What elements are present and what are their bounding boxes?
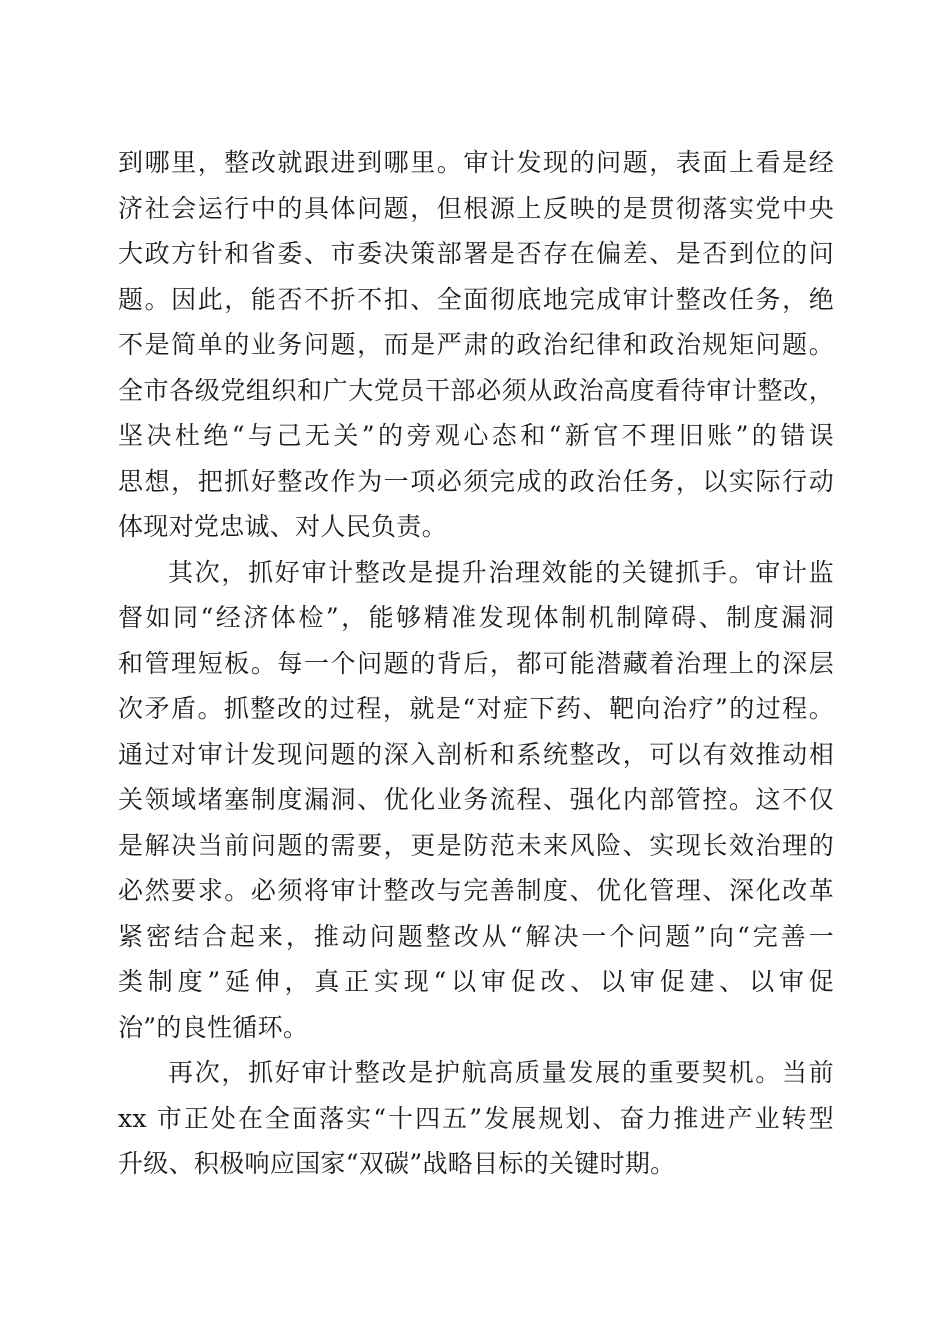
paragraph-1 — [118, 140, 834, 550]
text-line: 到哪里，整改就跟进到哪里。审计发现的问题，表面上看是经 — [118, 148, 834, 177]
paragraph-3 — [118, 1050, 834, 1187]
text-line: 全市各级党组织和广大党员干部必须从政治高度看待审计整改， — [118, 375, 834, 405]
text-line: 体现对党忠诚、对人民负责。 — [118, 512, 447, 541]
text-line: 大政方针和省委、市委决策部署是否存在偏差、是否到位的问 — [118, 239, 834, 268]
text-line: xx 市正处在全面落实“十四五”发展规划、奋力推进产业转型 — [118, 1103, 834, 1133]
text-line: 再次，抓好审计整改是护航高质量发展的重要契机。当前 — [168, 1058, 834, 1087]
text-line: 坚决杜绝“与己无关”的旁观心态和“新官不理旧账”的错误 — [118, 421, 834, 450]
text-line: 督如同“经济体检”，能够精准发现体制机制障碍、制度漏洞 — [118, 603, 834, 632]
text-line: 题。因此，能否不折不扣、全面彻底地完成审计整改任务，绝 — [118, 284, 834, 314]
text-line: 是解决当前问题的需要，更是防范未来风险、实现长效治理的 — [118, 830, 834, 860]
text-line: 次矛盾。抓整改的过程，就是“对症下药、靶向治疗”的过程。 — [118, 694, 834, 723]
text-line: 必然要求。必须将审计整改与完善制度、优化管理、深化改革 — [118, 876, 834, 905]
text-line: 类制度”延伸，真正实现“以审促改、以审促建、以审促 — [118, 967, 834, 996]
body-text — [118, 140, 834, 1187]
text-line: 不是简单的业务问题，而是严肃的政治纪律和政治规矩问题。 — [118, 330, 834, 359]
text-line: 其次，抓好审计整改是提升治理效能的关键抓手。审计监 — [168, 557, 834, 587]
text-line: 升级、积极响应国家“双碳”战略目标的关键时期。 — [118, 1149, 676, 1178]
text-line: 济社会运行中的具体问题，但根源上反映的是贯彻落实党中央 — [118, 193, 834, 223]
text-line: 思想，把抓好整改作为一项必须完成的政治任务，以实际行动 — [118, 466, 834, 496]
text-line: 和管理短板。每一个问题的背后，都可能潜藏着治理上的深层 — [118, 648, 834, 678]
text-line: 关领域堵塞制度漏洞、优化业务流程、强化内部管控。这不仅 — [118, 785, 834, 814]
text-line: 治”的良性循环。 — [118, 1012, 309, 1042]
text-line: 通过对审计发现问题的深入剖析和系统整改，可以有效推动相 — [118, 739, 834, 769]
text-line: 紧密结合起来，推动问题整改从“解决一个问题”向“完善一 — [118, 921, 834, 951]
paragraph-2 — [118, 550, 834, 1051]
